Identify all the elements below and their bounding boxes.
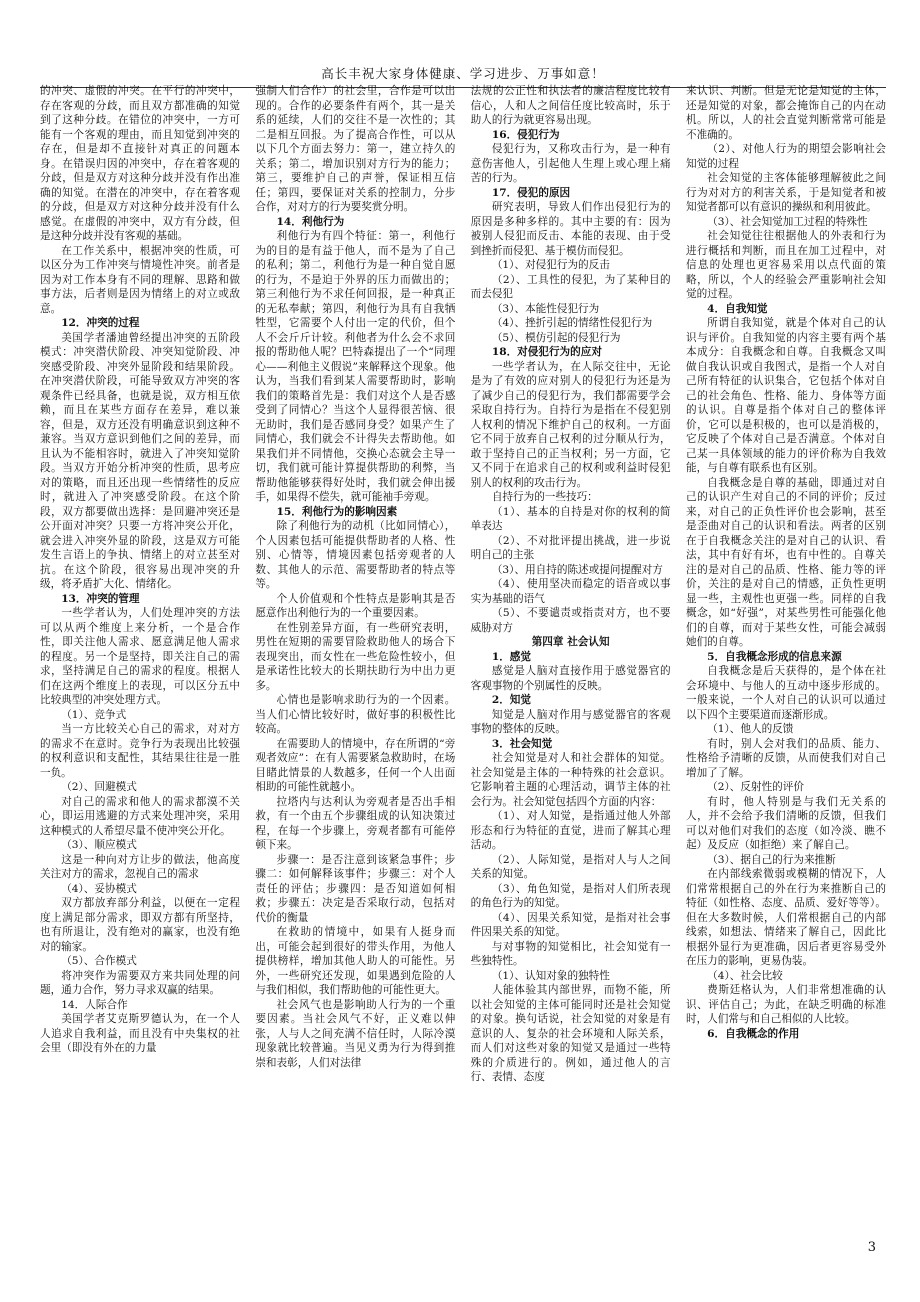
section-heading: 15．利他行为的影响因素 — [276, 505, 398, 518]
paragraph: 对自己的需求和他人的需求都漠不关心，即运用逃避的方式来处理冲突，采用这种模式的人希望尽量不使冲突公开化。 — [40, 795, 240, 837]
paragraph: 的冲突、虚假的冲突。在平行的冲突中，存在客观的分歧，而且双方都准确的知觉到了这种分歧。在错位的冲突中，一方可能有一个客观的理由，而且知觉到冲突的存在，但是却不直接针对真正的问题本身。在错误归因的冲突中，存在着客观的分歧，但是双方对这种分歧并没有作出准确的知觉。在潜在的冲突中，存在着客观的分歧，但是双方对这种分歧并没有什么感觉。在虚假的冲突中，双方有分歧，但是这种分歧并没有客观的基础。 — [40, 85, 240, 242]
paragraph: 知觉是人脑对作用与感觉器官的客观事物的整体的反映。 — [470, 708, 671, 735]
paragraph: 在救助的情境中，如果有人挺身而出，可能会起到很好的带头作用，为他人提供榜样，增加其他人助人的可能性。另外，一些研究还发现，如果遇到危险的人与我们相似，我们帮助他的可能性更大。 — [255, 926, 456, 996]
paragraph: 步骤一：是否注意到该紧急事件；步骤二：如何解释该事件；步骤三：对个人责任的评估；步骤四：是否知道如何相救；步骤五：决定是否采取行动，包括对代价的衡量 — [255, 853, 456, 924]
section-heading: 12．冲突的过程 — [61, 317, 140, 329]
paragraph: 一些学者认为，人们处理冲突的方法可以从两个维度上来分析，一个是合作性，即关注他人需求、愿意满足他人需求的程度。另一个是坚持，即关注自己的需求，坚持满足自己的需求的程度。根据人们在这两个维度上的表现，可以区分五中比较典型的冲突处理方式。 — [40, 607, 240, 706]
section-heading: 6．自我概念的作用 — [707, 1027, 800, 1040]
paragraph: 个人价值观和个性特点是影响其是否愿意作出利他行为的一个重要因素。 — [255, 592, 456, 619]
section-heading: 5．自我概念形成的信息来源 — [707, 650, 842, 663]
paragraph: 社会知觉是对人和社会群体的知觉。社会知觉是主体的一种特殊的社会意识。它影响着主题的心理活动，调节主体的社会行为。社会知觉包括四个方面的内容： — [470, 752, 671, 808]
paragraph: （2）、对他人行为的期望会影响社会知觉的过程 — [685, 143, 886, 170]
paragraph: 在内部线索微弱或模糊的情况下，人们常常根据自己的外在行为来推断自己的特征（如性格、态度、品质、爱好等等）。但在大多数时候，人们常根据自己的内部线索，如想法、情绪来了解自己，因此比根据外显行为更准确，因后者更容易受外在压力的影响，更易伪装。 — [685, 868, 886, 967]
paragraph: （2）、人际知觉，是指对人与人之间关系的知觉。 — [470, 853, 671, 880]
paragraph: （2）、反射性的评价 — [707, 781, 804, 793]
paragraph: （1）、他人的反馈 — [707, 723, 794, 735]
page-header: 高长丰祝大家身体健康、学习进步、万事如意！ — [40, 64, 886, 88]
paragraph: （1）、竞争式 — [61, 708, 127, 721]
paragraph: 双方都放弃部分利益，以便在一定程度上满足部分需求，即双方都有所坚持，也有所退让，没有绝对的赢家，也没有绝对的输家。 — [40, 897, 240, 953]
paragraph: （4）、社会比较 — [707, 969, 783, 982]
paragraph: （5）、模仿引起的侵犯行为 — [491, 331, 621, 344]
paragraph: （1）、对侵犯行为的反击 — [491, 259, 610, 271]
paragraph: 法规的公正性和执法者的廉洁程度比较有信心，人和人之间信任度比较高时，乐于助人的行为就更容易出现。 — [470, 85, 671, 126]
paragraph: 美国学者潘迪曾经提出冲突的五阶段模式：冲突潜伏阶段、冲突知觉阶段、冲突感受阶段、冲突外显阶段和结果阶段。在冲突潜伏阶段，可能导致双方冲突的客观条件已经具备，也就是说，双方相互依赖，而且在某些方面存在差异，难以兼容，但是，双方还没有明确意识到这种不兼容。当双方意识到他们之间的差异，而且认为不能相容时，就进入了冲突知觉阶段。当双方开始分析冲突的性质，思考应对的策略，而且还出现一些情绪性的反应时，就进入了冲突感受阶段。在这个阶段，双方都要做出选择：是回避冲突还是公开面对冲突？只要一方将冲突公开化，就会进入冲突外显的阶段，这是双方可能发生言语上的争执、情绪上的对立甚至对抗。在这个阶段，很容易出现冲突的升级，将矛盾扩大化、情绪化。 — [40, 331, 240, 590]
paragraph: 自我概念是自尊的基础，即通过对自己的认识产生对自己的不同的评价；反过来，对自己的正负性评价也会影响，甚至是歪曲对自己的认识和看法。两者的区别在于自我概念关注的是对自己的认识、看法，其中有好有坏，也有中性的。自尊关注的是对自己的品质、性格、能力等的评价，关注的是对自己的情感，正负性更明显一些，主观性也更强一些。同样的自我概念，如“好强”，对某些男性可能强化他们的自尊，而对于某些女性，可能会减弱她们的自尊。 — [685, 476, 886, 648]
section-heading: 16．侵犯行为 — [491, 128, 560, 141]
paragraph: 14．人际合作 — [61, 998, 128, 1011]
paragraph: 有时，别人会对我们的品质、能力、性格给予清晰的反馈，从而使我们对自己增加了了解。 — [685, 737, 886, 779]
paragraph: 在性别差异方面，有一些研究表明，男性在短期的需要冒险救助他人的场合下表现突出，而女性在一些危险性较小，但是承诺性比较大的长期扶助行为中出力更多。 — [255, 621, 456, 692]
paragraph: 自持行为的一些技巧： — [491, 491, 598, 503]
paragraph: 拉塔内与达利认为旁观者是否出手相救，有一个由五个步骤组成的认知决策过程，在每一个步骤上，旁观者都有可能停顿下来。 — [255, 795, 456, 851]
section-heading: 3．社会知觉 — [491, 737, 553, 750]
paragraph: （2）、工具性的侵犯，为了某种目的而去侵犯 — [470, 273, 671, 300]
paragraph: 研究表明，导致人们作出侵犯行为的原因是多种多样的。其中主要的有：因为被别人侵犯而反击、本能的表现、由于受到挫折而侵犯、基于模仿而侵犯。 — [470, 201, 671, 257]
paragraph: （3）、据自己的行为来推断 — [707, 853, 836, 866]
column-1 — [40, 84, 240, 1256]
chapter-heading: 第四章 社会认知 — [531, 636, 610, 648]
paragraph: 这是一种向对方让步的做法，他高度关注对方的需求，忽视自己的需求 — [40, 853, 240, 880]
paragraph: 费斯廷格认为，人们非常想准确的认识、评估自己；为此，在缺乏明确的标准时，人们常与和自己相似的人比较。 — [685, 984, 886, 1025]
paragraph: 利他行为有四个特征：第一，利他行为的目的是有益于他人，而不是为了自己的私利；第二，利他行为是一种自觉自愿的行为，不是迫于外界的压力而做出的；第三利他行为不求任何回报，是一种真正的无私奉献；第四，利他行为具有自我牺牲型，它需要个人付出一定的代价，但个人不会斤斤计较。利他者为什么会不求回报的帮助他人呢？巴特森提出了一个“同理心——利他主义假说”来解释这个现象。他认为，当我们看到某人需要帮助时，影响我们的策略首先是：我们对这个人是否感受到了同情心？当这个人显得很苦恼、很无助时，我们是否感同身受？如果产生了同情心，我们就会不计得失去帮助他。如果我们并不同情他，交换心态就会主导一切，我们就可能计算提供帮助的利弊，当帮助他能够获得好处时，我们就会伸出援手，如果得不偿失，就可能袖手旁观。 — [255, 230, 456, 503]
paragraph: 社会知觉的主客体能够理解彼此之间行为对对方的利害关系，于是知觉者和被知觉者都可以有意识的操纵和利用彼此。 — [685, 172, 886, 213]
section-heading: 14．利他行为 — [276, 215, 345, 228]
paragraph: （3）、本能性侵犯行为 — [491, 302, 600, 315]
paragraph: 感觉是人脑对直接作用于感觉器官的客观事物的个别属性的反映。 — [470, 665, 671, 692]
section-heading: 17．侵犯的原因 — [491, 186, 571, 199]
paragraph: 人能体验其内部世界，而物不能，所以社会知觉的主体可能同时还是社会知觉的对象。换句话说，社会知觉的对象是有意识的人、复杂的社会环境和人际关系，而人们对这些对象的知觉又是通过一些特殊的介质进行的。例如，通过他人的言行、表情、态度 — [470, 984, 671, 1083]
paragraph: 有时，他人特别是与我们无关系的人，并不会给予我们清晰的反馈，但我们可以对他们对我们的态度（如冷淡、瞧不起）及反应（如拒绝）来了解自己。 — [685, 795, 886, 851]
section-heading: 2．知觉 — [491, 694, 531, 706]
column-3 — [471, 84, 671, 1256]
paragraph: 来认识、判断。但是无论是知觉的主体，还是知觉的对象，都会掩饰自己的内在动机。所以，人的社会直觉判断常常可能是不准确的。 — [685, 85, 886, 141]
paragraph: （2）、回避模式 — [61, 781, 137, 793]
section-heading: 13．冲突的管理 — [61, 592, 140, 605]
paragraph: 与对事物的知觉相比，社会知觉有一些独特性。 — [470, 940, 671, 967]
section-heading: 4．自我知觉 — [707, 302, 768, 315]
paragraph: （1）、基本的自持是对你的权利的简单表达 — [470, 505, 671, 532]
paragraph: （4）、妥协模式 — [61, 882, 137, 895]
paragraph: （4）、挫折引起的情绪性侵犯行为 — [491, 317, 653, 329]
paragraph: （5）、不要谴责或指责对方，也不要威胁对方 — [470, 607, 671, 634]
paragraph: 当一方比较关心自己的需求，对对方的需求不在意时。竞争行为表现出比较强的权利意识和支配性，其结果往往是一胜一负。 — [40, 723, 240, 779]
paragraph: 社会风气也是影响助人行为的一个重要因素。当社会风气不好，正义难以伸张，人与人之间充满不信任时，人际冷漠现象就比较普遍。当见义勇为行为得到推崇和表彰，人们对法律 — [255, 998, 456, 1069]
paragraph: （3）、角色知觉，是指对人们所表现的角色行为的知觉。 — [470, 882, 671, 909]
paragraph: 将冲突作为需要双方来共同处理的问题，通力合作，努力寻求双赢的结果。 — [40, 969, 240, 996]
paragraph: （1）、对人知觉，是指通过他人外部形态和行为特征的直觉，进而了解其心理活动。 — [470, 810, 671, 851]
paragraph: （3）、顺应模式 — [61, 839, 137, 851]
paragraph: 一些学者认为，在人际交往中，无论是为了有效的应对别人的侵犯行为还是为了减少自己的侵犯行为，我们都需要学会采取自持行为。自持行为是指在不侵犯别人权利的情况下维护自己的权利。一方面它不同于放弃自己权利的过分顺从行为，敢于坚持自己的正当权利；另一方面，它又不同于在追求自己的权利或利益时侵犯别人的权利的攻击行为。 — [470, 360, 671, 489]
paragraph: （4）、使用坚决而稳定的语音或以事实为基础的语气 — [470, 578, 671, 605]
section-heading: 1．感觉 — [491, 650, 531, 663]
section-heading: 18．对侵犯行为的应对 — [491, 346, 602, 358]
paragraph: （3）、社会知觉加工过程的特殊性 — [707, 215, 868, 228]
paragraph: 所谓自我知觉，就是个体对自己的认识与评价。自我知觉的内容主要有两个基本成分：自我概念和自尊。自我概念又叫做自我认识或自我图式，是指一个人对自己所有特征的认识集合，它包括个体对自己的社会角色、性格、能力、身体等方面的认识。自尊是指个体对自己的整体评价，它可以是积极的，也可以是消极的，它反映了个体对自己是否满意。个体对自己某一具体领域的能力的评价称为自我效能，与自尊有联系也有区别。 — [685, 317, 886, 474]
paragraph: 自我概念是后天获得的，是个体在社会环境中、与他人的互动中逐步形成的。一般来说，一个人对自己的认识可以通过以下四个主要渠道而逐渐形成。 — [685, 665, 886, 721]
paragraph: （1）、认知对象的独特性 — [491, 969, 610, 982]
column-4 — [686, 84, 886, 1256]
paragraph: 强制人们合作）的社会里，合作是可以出现的。合作的必要条件有两个，其一是关系的延续，人们的交往不是一次性的；其二是相互回报。为了提高合作性，可以从以下几个方面去努力：第一，建立持久的关系；第二，增加识别对方行为的能力；第三，要维护自己的声誉，保证相互信任；第四，要保证对关系的控制力，分步合作，对对方的行为要奖赏分明。 — [255, 85, 456, 213]
paragraph: （4）、因果关系知觉，是指对社会事件因果关系的知觉。 — [470, 911, 671, 938]
paragraph: 心情也是影响求助行为的一个因素。当人们心情比较好时，做好事的积极性比较高。 — [255, 694, 456, 735]
page-number: 3 — [867, 1240, 876, 1255]
column-2 — [255, 84, 455, 1256]
text-columns — [40, 84, 886, 1256]
paragraph: 社会知觉往往根据他人的外表和行为进行概括和判断，而且在加工过程中，对信息的处理也更容易采用以点代面的策略，所以，个人的经验会严重影响社会知觉的过程。 — [685, 230, 886, 300]
paragraph: 除了利他行为的动机（比如同情心），个人因素包括可能提供帮助者的人格、性别、心情等，情境因素包括旁观者的人数、其他人的示范、需要帮助者的特点等等。 — [255, 520, 456, 590]
paragraph: 侵犯行为，又称攻击行为，是一种有意伤害他人，引起他人生理上或心理上痛苦的行为。 — [470, 143, 671, 184]
paragraph: 在工作关系中，根据冲突的性质，可以区分为工作冲突与情境性冲突。前者是因为对工作本身有不同的理解、思路和做事方法，后者则是因为情绪上的对立或敌意。 — [40, 244, 240, 315]
paragraph: （5）、合作模式 — [61, 955, 137, 967]
paragraph: （2）、不对批评提出挑战，进一步说明自己的主张 — [470, 534, 671, 561]
paragraph: 美国学者艾克斯罗德认为，在一个人人追求自我利益，而且没有中央集权的社会里（即没有外在的力量 — [40, 1013, 240, 1054]
paragraph: 在需要助人的情境中，存在所谓的“旁观者效应”：在有人需要紧急救助时，在场目睹此情景的人数越多，任何一个人出面相助的可能性就越小。 — [255, 737, 456, 793]
paragraph: （3）、用自持的陈述或提问提醒对方 — [491, 563, 663, 576]
